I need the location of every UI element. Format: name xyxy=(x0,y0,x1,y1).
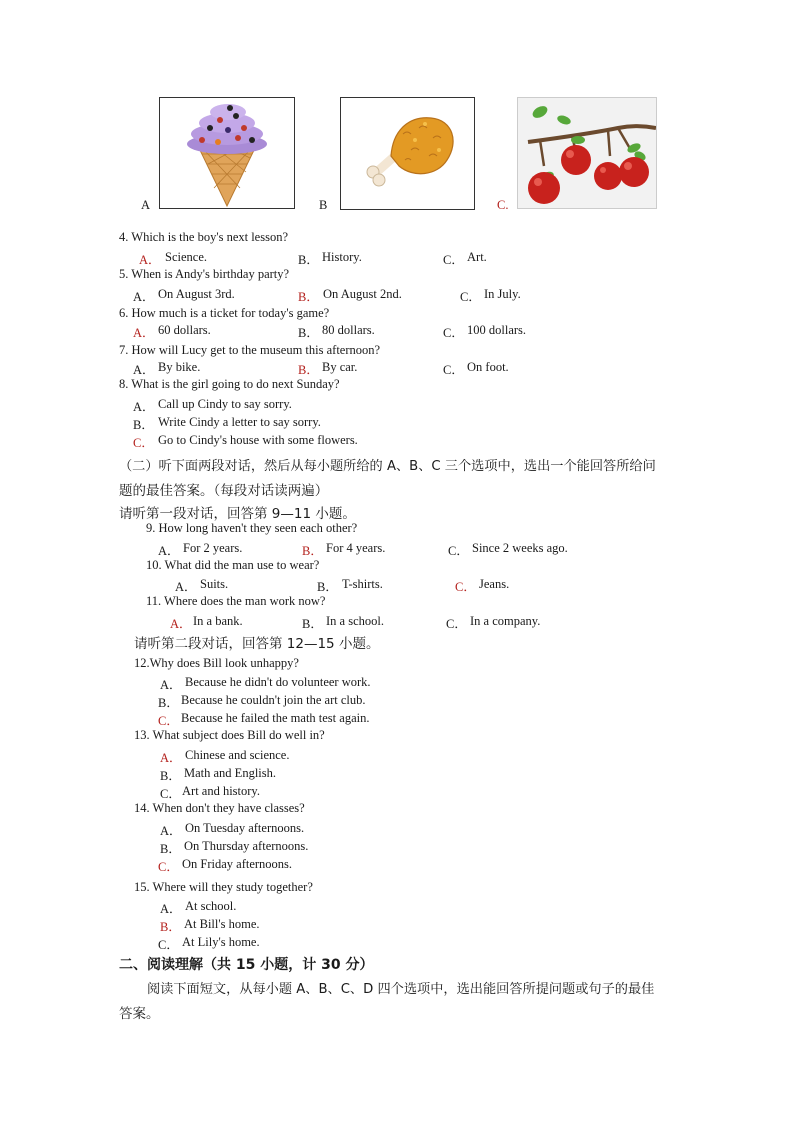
q4-option-c: Art. xyxy=(467,250,487,264)
q5-option-a-letter: A． xyxy=(133,290,155,304)
q8-option-c-letter: C． xyxy=(133,436,154,450)
q10-option-a: Suits. xyxy=(200,577,229,591)
question-4: 4. Which is the boy's next lesson? xyxy=(119,230,289,244)
q14-option-b-letter: B． xyxy=(160,842,181,856)
part2-instruction-line1: （二）听下面两段对话，然后从每小题所给的 A、B、C 三个选项中，选出一个能回答所给问 xyxy=(119,459,656,474)
reading-instruction-line2: 答案。 xyxy=(119,1006,160,1022)
q11-option-b: In a school. xyxy=(326,614,384,628)
q6-option-a: 60 dollars. xyxy=(158,323,211,337)
q9-option-c: Since 2 weeks ago. xyxy=(472,541,568,555)
q9-option-b: For 4 years. xyxy=(326,541,386,555)
q4-option-c-letter: C． xyxy=(443,253,464,267)
q7-option-b-letter: B． xyxy=(298,363,319,377)
q8-option-c: Go to Cindy's house with some flowers. xyxy=(158,433,358,447)
q10-option-a-letter: A． xyxy=(175,580,197,594)
q7-option-a-letter: A． xyxy=(133,363,155,377)
q11-option-a-letter: A． xyxy=(170,617,192,631)
q12-option-b-letter: B． xyxy=(158,696,179,710)
question-7: 7. How will Lucy get to the museum this afternoon? xyxy=(119,343,381,357)
picture-c-label: C. xyxy=(497,198,509,212)
q8-option-b-letter: B． xyxy=(133,418,154,432)
q5-option-b-letter: B． xyxy=(298,290,319,304)
q14-option-c-letter: C． xyxy=(158,860,179,874)
question-14: 14. When don't they have classes? xyxy=(134,801,305,815)
picture-b-frame xyxy=(340,97,475,210)
q6-option-b-letter: B． xyxy=(298,326,319,340)
q9-option-b-letter: B． xyxy=(302,544,323,558)
q15-option-b-letter: B． xyxy=(160,920,181,934)
q9-option-c-letter: C． xyxy=(448,544,469,558)
q15-option-c: At Lily's home. xyxy=(182,935,260,949)
q5-option-c-letter: C． xyxy=(460,290,481,304)
question-12: 12.Why does Bill look unhappy? xyxy=(134,656,299,670)
question-8: 8. What is the girl going to do next Sunday? xyxy=(119,377,340,391)
q13-option-c-letter: C． xyxy=(160,787,181,801)
q14-option-c: On Friday afternoons. xyxy=(182,857,293,871)
q7-option-b: By car. xyxy=(322,360,358,374)
q9-option-a: For 2 years. xyxy=(183,541,243,555)
q5-option-b: On August 2nd. xyxy=(323,287,402,301)
question-11: 11. Where does the man work now? xyxy=(146,594,326,608)
q10-option-c-letter: C． xyxy=(455,580,476,594)
picture-a-frame xyxy=(159,97,295,209)
picture-a-label: A xyxy=(141,198,151,212)
reading-instruction-line1: 阅读下面短文，从每小题 A、B、C、D 四个选项中，选出能回答所提问题或句子的最佳 xyxy=(147,982,655,997)
question-10: 10. What did the man use to wear? xyxy=(146,558,320,572)
q8-option-a: Call up Cindy to say sorry. xyxy=(158,397,292,411)
q15-option-a: At school. xyxy=(185,899,237,913)
apple-branch-icon xyxy=(518,98,656,208)
q5-option-c: In July. xyxy=(484,287,521,301)
question-5: 5. When is Andy's birthday party? xyxy=(119,267,290,281)
q4-option-b: History. xyxy=(322,250,362,264)
question-6: 6. How much is a ticket for today's game? xyxy=(119,306,330,320)
picture-b-label: B xyxy=(319,198,328,212)
ice-cream-cone-icon xyxy=(160,98,294,208)
part2-instruction-line2: 题的最佳答案。（每段对话读两遍） xyxy=(119,483,329,499)
q7-option-c-letter: C． xyxy=(443,363,464,377)
q10-option-b: T-shirts. xyxy=(342,577,383,591)
question-13: 13. What subject does Bill do well in? xyxy=(134,728,325,742)
q13-option-c: Art and history. xyxy=(182,784,260,798)
q11-option-b-letter: B． xyxy=(302,617,323,631)
q5-option-a: On August 3rd. xyxy=(158,287,235,301)
q13-option-a: Chinese and science. xyxy=(185,748,290,762)
q11-option-c: In a company. xyxy=(470,614,541,628)
q15-option-c-letter: C． xyxy=(158,938,179,952)
q14-option-b: On Thursday afternoons. xyxy=(184,839,309,853)
q14-option-a: On Tuesday afternoons. xyxy=(185,821,305,835)
q15-option-a-letter: A． xyxy=(160,902,182,916)
q4-option-a: Science. xyxy=(165,250,207,264)
q7-option-c: On foot. xyxy=(467,360,509,374)
q12-option-c-letter: C． xyxy=(158,714,179,728)
q8-option-b: Write Cindy a letter to say sorry. xyxy=(158,415,321,429)
q12-option-a: Because he didn't do volunteer work. xyxy=(185,675,371,689)
q4-option-a-letter: A． xyxy=(139,253,161,267)
q12-option-b: Because he couldn't join the art club. xyxy=(181,693,366,707)
picture-c-frame xyxy=(517,97,657,209)
dialog2-instruction: 请听第二段对话，回答第 12—15 小题。 xyxy=(134,636,380,652)
q11-option-c-letter: C． xyxy=(446,617,467,631)
question-9: 9. How long haven't they seen each other? xyxy=(146,521,358,535)
q12-option-c: Because he failed the math test again. xyxy=(181,711,370,725)
q14-option-a-letter: A． xyxy=(160,824,182,838)
q15-option-b: At Bill's home. xyxy=(184,917,260,931)
q6-option-b: 80 dollars. xyxy=(322,323,375,337)
q13-option-b-letter: B． xyxy=(160,769,181,783)
q13-option-b: Math and English. xyxy=(184,766,277,780)
dialog1-instruction: 请听第一段对话，回答第 9—11 小题。 xyxy=(119,506,356,522)
q8-option-a-letter: A． xyxy=(133,400,155,414)
q4-option-b-letter: B． xyxy=(298,253,319,267)
question-15: 15. Where will they study together? xyxy=(134,880,313,894)
fried-chicken-leg-icon xyxy=(341,98,474,209)
q12-option-a-letter: A． xyxy=(160,678,182,692)
q7-option-a: By bike. xyxy=(158,360,201,374)
q6-option-a-letter: A． xyxy=(133,326,155,340)
q13-option-a-letter: A． xyxy=(160,751,182,765)
q6-option-c-letter: C． xyxy=(443,326,464,340)
reading-heading: 二、阅读理解（共 15 小题，计 30 分） xyxy=(119,957,374,973)
q11-option-a: In a bank. xyxy=(193,614,243,628)
q10-option-c: Jeans. xyxy=(479,577,510,591)
q9-option-a-letter: A． xyxy=(158,544,180,558)
q10-option-b-letter: B． xyxy=(317,580,338,594)
q6-option-c: 100 dollars. xyxy=(467,323,527,337)
